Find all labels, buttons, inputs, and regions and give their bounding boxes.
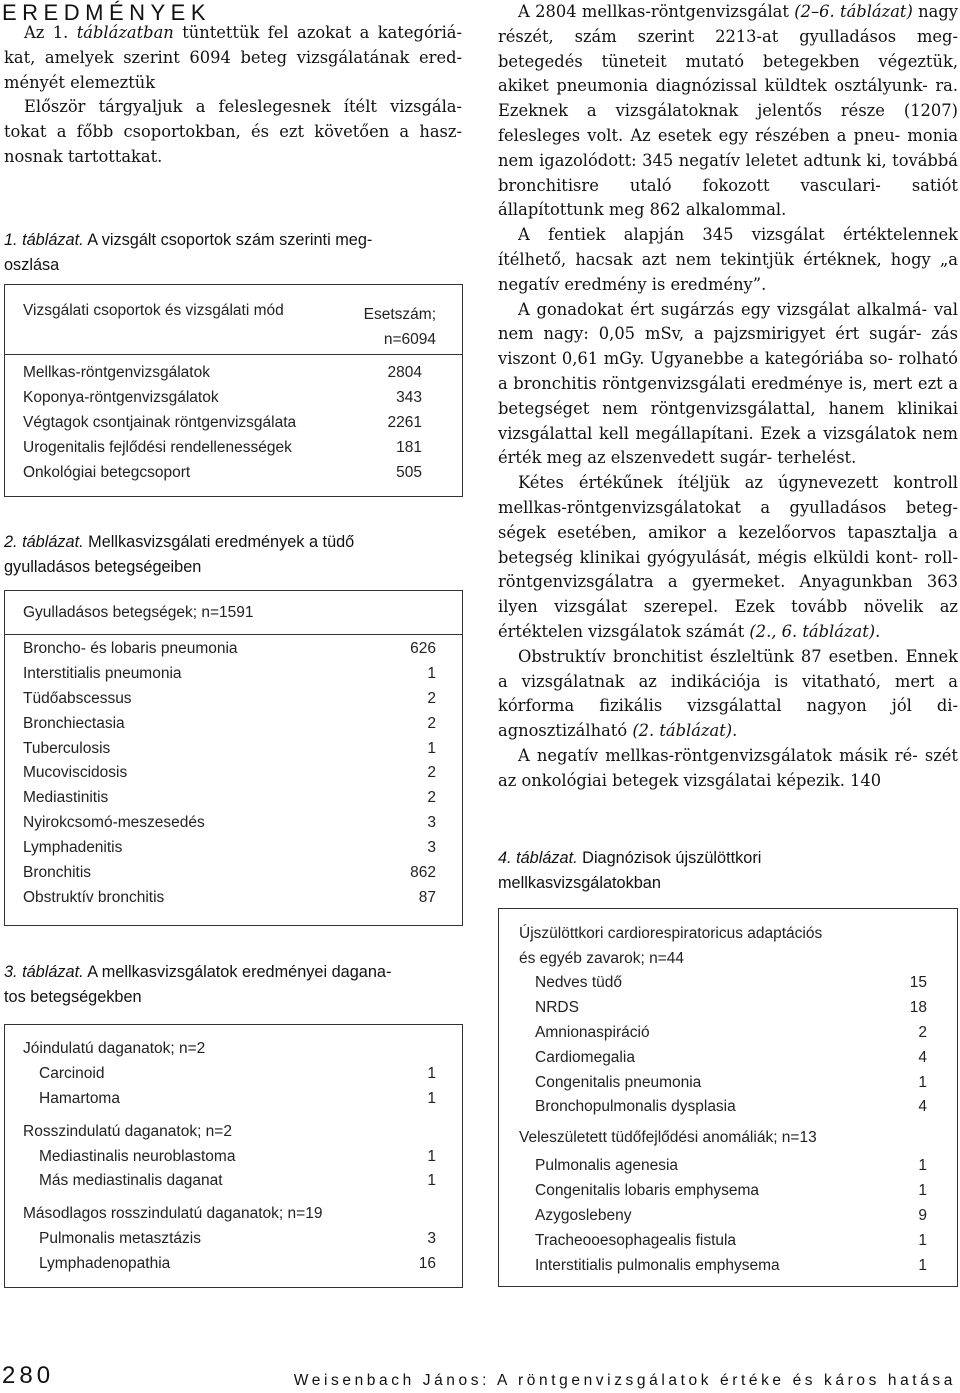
- table3-label: 3. táblázat.: [4, 963, 84, 981]
- table3-body: [23, 1037, 436, 1277]
- row-value: 2: [427, 764, 436, 782]
- row-label: Mucoviscidosis: [23, 764, 128, 782]
- text-line: A gonadokat ért sugárzás egy vizsgálat alkalmá-: [518, 299, 928, 319]
- row-value: 4: [918, 1098, 927, 1116]
- text-line: nosnak tartottakat.: [4, 146, 163, 166]
- text-segment: felesleges volt. Az esetek egy részében a pneu-: [498, 125, 901, 145]
- table4-row: [535, 1154, 927, 1179]
- row-label: Broncho- és lobaris pneumonia: [23, 640, 238, 657]
- italic-reference: (2., 6. táblázat): [749, 621, 876, 641]
- table3-row: [39, 1087, 436, 1112]
- table1-label: 1. táblázat.: [4, 231, 84, 249]
- row-label: Bronchopulmonalis dysplasia: [535, 1098, 736, 1116]
- text-segment: értéktelen vizsgálatok számát: [498, 621, 750, 641]
- row-label: Amnionaspiráció: [535, 1023, 650, 1041]
- row-label: Obstruktív bronchitis: [23, 888, 165, 906]
- table1-head-right: [364, 302, 436, 352]
- right-paragraph-6: [498, 744, 958, 794]
- table4-group1-head-line1: Újszülöttkori cardiorespiratoricus adaptációs: [519, 925, 823, 942]
- text-line: [4, 73, 155, 92]
- table2-label: 2. táblázat.: [4, 533, 84, 551]
- text-segment: Az 1.: [24, 23, 77, 42]
- section-title: EREDMÉNYEK: [2, 0, 212, 25]
- row-label: Congenitalis lobaris emphysema: [535, 1181, 760, 1199]
- table2-row: [23, 737, 436, 762]
- table3-caption-line2: tos betegségekben: [4, 987, 142, 1006]
- row-label: Más mediastinalis daganat: [39, 1172, 223, 1190]
- page-number: 280: [2, 1362, 55, 1389]
- row-value: 9: [918, 1206, 927, 1224]
- text-segment: betegség klinikai gyógyulását, mégis elküldi kont-: [498, 547, 918, 567]
- right-paragraph-3: [498, 298, 958, 472]
- row-value: 3: [427, 814, 436, 832]
- table3-group-body: [23, 1062, 436, 1112]
- text-line: hanem klinikai vizsgálattal kell megállapítani. Ezek: [498, 398, 958, 443]
- text-line: [498, 52, 958, 71]
- text-segment: 363 ilyen vizsgálat szerepel. Ezek tovább növelik az: [498, 572, 958, 617]
- text-segment: ményét elemeztük: [4, 72, 156, 92]
- text-line: [498, 548, 918, 567]
- table2-caption: [4, 530, 462, 580]
- table4-row: [535, 1254, 927, 1279]
- row-label: Azygoslebeny: [535, 1206, 632, 1224]
- row-value: 2804: [387, 364, 422, 381]
- text-segment: ki, továbbá bronchitisre utaló fokozott vasculari-: [498, 150, 958, 195]
- table4-group1-head: [519, 921, 822, 971]
- row-value: 2: [427, 789, 436, 807]
- intro-text: [4, 21, 462, 170]
- table3-group-body: [23, 1145, 436, 1195]
- row-label: Nedves tüdő: [535, 974, 623, 991]
- text-line: „a negatív eredmény is eredmény”.: [498, 249, 958, 294]
- text-segment: akiket pneumonia diagnózissal küldtek osztályunk-: [498, 76, 928, 96]
- row-value: 1: [427, 664, 436, 682]
- table1: [4, 284, 463, 497]
- text-segment: Ennek a vizsgálatnak az indikációja is vitatható,: [498, 646, 958, 691]
- intro-paragraph-2: [4, 95, 462, 169]
- row-label: Congenitalis pneumonia: [535, 1073, 702, 1091]
- row-value: 2: [427, 714, 436, 732]
- row-label: Tüdőabscessus: [23, 689, 132, 707]
- row-label: Koponya-röntgenvizsgálatok: [23, 388, 219, 406]
- right-paragraph-4: [498, 471, 958, 645]
- table2-row: [23, 836, 436, 861]
- running-title: Weisenbach János: A röntgenvizsgálatok értéke és káros hatása: [293, 1372, 956, 1389]
- text-line: a vizsgálatok nem érték meg az elszenvedett sugár-: [498, 423, 958, 468]
- text-segment: .: [732, 721, 738, 741]
- row-value: 1: [918, 1073, 927, 1091]
- row-value: 2: [427, 689, 436, 707]
- row-label: Urogenitalis fejlődési rendellenességek: [23, 438, 292, 456]
- row-label: Tuberculosis: [23, 739, 111, 757]
- text-line: tokat a főbb csoportokban, és ezt követően a hasz-: [4, 122, 462, 142]
- row-value: 1: [918, 1231, 927, 1249]
- text-line: ítélhető, hacsak azt nem tekintjük értéknek, hogy: [498, 249, 931, 269]
- row-label: Cardiomegalia: [535, 1048, 635, 1066]
- right-paragraph-5: [498, 645, 958, 744]
- row-value: 1: [427, 1172, 436, 1190]
- text-line: [498, 76, 928, 95]
- table4: [498, 908, 958, 1287]
- table4-row: [535, 1095, 927, 1120]
- row-label: NRDS: [535, 998, 579, 1016]
- row-value: 1: [918, 1157, 927, 1174]
- table1-row: [23, 461, 422, 486]
- table4-caption-line2: mellkasvizsgálatokban: [498, 873, 661, 892]
- table2-row: [23, 886, 436, 911]
- table2-row: [23, 786, 436, 811]
- text-line: is, mert ezt a betegséget nem röntgenvizsgálattal,: [498, 373, 958, 418]
- text-segment: roll-röntgenvizsgálatra a gyermeket. Anyagunkban: [498, 547, 958, 592]
- table2-row: [23, 687, 436, 712]
- text-line: [518, 2, 913, 21]
- table3-row: [39, 1062, 436, 1087]
- text-line: [498, 523, 958, 542]
- row-label: Lymphadenitis: [23, 839, 123, 857]
- row-value: 2261: [387, 413, 422, 431]
- row-value: 1: [427, 739, 436, 757]
- table4-row: [535, 1229, 927, 1254]
- table3-row: [39, 1169, 436, 1194]
- row-label: Nyirokcsomó-meszesedés: [23, 814, 205, 832]
- row-label: Mediastinalis neuroblastoma: [39, 1147, 236, 1165]
- row-value: 15: [909, 974, 927, 991]
- text-line: terhelést.: [777, 448, 857, 468]
- row-label: Interstitialis pneumonia: [23, 664, 182, 682]
- row-value: 18: [909, 998, 927, 1016]
- table3-caption: [4, 960, 462, 1010]
- text-segment: A 2804 mellkas-röntgenvizsgálat: [518, 2, 795, 21]
- row-label: Interstitialis pulmonalis emphysema: [535, 1256, 780, 1274]
- text-line: [498, 498, 958, 517]
- row-value: 87: [418, 888, 436, 906]
- text-segment: agnosztizálható: [498, 721, 633, 741]
- table3: [4, 1024, 463, 1288]
- row-label: Bronchitis: [23, 864, 92, 882]
- table4-caption: [498, 846, 938, 896]
- text-segment: kat, amelyek szerint 6094 beteg vizsgálatának ered-: [4, 47, 462, 67]
- table4-group1-head-line2: és egyéb zavarok; n=44: [519, 950, 685, 967]
- table1-caption-line1: A vizsgált csoportok szám szerinti meg-: [83, 231, 373, 249]
- table4-row: [535, 1204, 927, 1229]
- table3-caption-line1: A mellkasvizsgálatok eredményei dagana-: [83, 963, 392, 981]
- table1-body: [23, 361, 422, 485]
- row-value: 1: [427, 1147, 436, 1165]
- italic-reference: (2–6. táblázat): [794, 2, 913, 21]
- right-paragraph-2: [498, 223, 958, 297]
- italic-reference: (2. táblázat): [632, 721, 733, 741]
- text-segment: Kétes értékűnek ítéljük az úgynevezett kontroll: [518, 473, 958, 493]
- table4-row: [535, 1046, 927, 1071]
- row-value: 1: [427, 1064, 436, 1082]
- row-label: Mediastinitis: [23, 789, 109, 807]
- table2-row: [23, 811, 436, 836]
- text-segment: .: [875, 621, 881, 641]
- table1-head-right-2: n=6094: [383, 331, 436, 348]
- row-label: Végtagok csontjainak röntgenvizsgálata: [23, 413, 297, 431]
- text-line: Először tárgyaljuk a feleslegesnek ítélt vizsgála-: [24, 97, 462, 117]
- table4-group1-body: [535, 971, 927, 1120]
- text-line: [518, 647, 899, 666]
- row-value: 3: [427, 1230, 436, 1248]
- intro-paragraph-1: [4, 21, 462, 95]
- row-value: 4: [918, 1048, 927, 1066]
- text-segment: mellkas-röntgenvizsgálatokat a gyulladásos beteg-: [498, 497, 958, 517]
- text-line: [518, 473, 958, 492]
- row-value: 1: [918, 1256, 927, 1274]
- text-segment: betegedés tüneteit mutató betegekben végeztük,: [498, 51, 958, 71]
- table3-group-head: Jóindulatú daganatok; n=2: [23, 1040, 206, 1057]
- table1-row: [23, 386, 422, 411]
- table4-row: [535, 1179, 927, 1204]
- table3-group-body: [23, 1227, 436, 1277]
- table1-caption-line2: oszlása: [4, 255, 60, 274]
- text-line: [4, 48, 462, 67]
- text-segment: satiót állapítottunk meg 862 alkalommal.: [498, 175, 958, 220]
- table1-row: [23, 411, 422, 436]
- table2-row: [23, 761, 436, 786]
- table2-caption-line1: Mellkasvizsgálati eredmények a tüdő: [83, 533, 355, 551]
- text-segment: nagy részét, szám szerint 2213-at gyulladásos meg-: [498, 2, 958, 46]
- text-line: A fentiek alapján 345 vizsgálat értéktelennek: [518, 225, 958, 245]
- row-label: Carcinoid: [39, 1064, 105, 1082]
- row-label: Pulmonalis metasztázis: [39, 1230, 201, 1248]
- text-line: A negatív mellkas-röntgenvizsgálatok másik ré-: [518, 745, 918, 765]
- table4-row: [535, 996, 927, 1021]
- text-line: val nem nagy: 0,05 mSv, a pajzsmirigyet ért sugár-: [498, 299, 958, 344]
- table2-row: [23, 712, 436, 737]
- text-line: szét az onkológiai betegek vizsgálatai képezik. 140: [498, 745, 958, 790]
- table4-row: [535, 1071, 927, 1096]
- text-segment: Obstruktív bronchitist észleltünk 87 esetben.: [518, 646, 899, 666]
- row-value: 1: [427, 1089, 436, 1107]
- text-line: [24, 23, 462, 42]
- text-line: [498, 622, 880, 641]
- text-line: rolható a bronchitis röntgenvizsgálati eredménye: [498, 349, 958, 393]
- row-label: Onkológiai betegcsoport: [23, 463, 191, 481]
- text-segment: tüntettük fel azokat a kategóriá-: [173, 23, 462, 42]
- table4-caption-line1: Diagnózisok újszülöttkori: [577, 849, 762, 867]
- text-line: [498, 721, 737, 740]
- row-label: Bronchiectasia: [23, 714, 125, 732]
- table2-body: [23, 637, 436, 911]
- table1-head-left: Vizsgálati csoportok és vizsgálati mód: [23, 302, 284, 319]
- table4-group2-body: [535, 1154, 927, 1278]
- table3-group-head: Rosszindulatú daganatok; n=2: [23, 1122, 232, 1140]
- table2-row: [23, 861, 436, 886]
- row-value: 626: [410, 640, 436, 657]
- row-value: 3: [427, 839, 436, 857]
- text-segment: monia nem igazolódott: 345 negatív leletet adtunk: [498, 125, 958, 170]
- table4-group2-head: Veleszületett tüdőfejlődési anomáliák; n=13: [519, 1129, 817, 1146]
- table2-head: Gyulladásos betegségek; n=1591: [23, 604, 254, 621]
- table2-row: [23, 637, 436, 662]
- right-text: [498, 0, 958, 794]
- row-label: Hamartoma: [39, 1089, 120, 1107]
- table3-row: [39, 1145, 436, 1170]
- row-value: 181: [396, 438, 422, 456]
- table1-row: [23, 361, 422, 386]
- row-value: 16: [418, 1255, 436, 1273]
- text-line: zás viszont 0,61 mGy. Ugyanebbe a kategóriába so-: [498, 324, 958, 369]
- table2-caption-line2: gyulladásos betegségeiben: [4, 557, 202, 576]
- row-label: Mellkas-röntgenvizsgálatok: [23, 364, 210, 381]
- row-value: 862: [410, 864, 436, 882]
- row-label: Lymphadenopathia: [39, 1255, 171, 1273]
- text-line: [498, 126, 900, 145]
- right-paragraph-1: [498, 0, 958, 223]
- table1-caption: [4, 228, 462, 278]
- table4-row: [535, 1021, 927, 1046]
- text-segment: ségek esetében, amikor a kezelőorvos tapasztalja a: [498, 522, 958, 542]
- table2-row: [23, 662, 436, 687]
- table3-row: [39, 1252, 436, 1277]
- row-label: Tracheooesophagealis fistula: [535, 1231, 737, 1249]
- italic-reference: táblázatban: [76, 23, 174, 42]
- text-segment: mert a kórforma fizikális vizsgálattal nagyon jól di-: [498, 671, 958, 716]
- row-value: 343: [396, 388, 422, 406]
- text-segment: ra. Ezeknek a vizsgálatoknak jelentős része (1207): [498, 76, 958, 121]
- table4-row: [535, 971, 927, 996]
- table1-head-right-1: Esetszám;: [363, 306, 436, 323]
- table2: [4, 590, 463, 926]
- table1-row: [23, 436, 422, 461]
- row-value: 1: [918, 1181, 927, 1199]
- table3-row: [39, 1227, 436, 1252]
- row-label: Pulmonalis agenesia: [535, 1157, 679, 1174]
- row-value: 2: [918, 1023, 927, 1041]
- table4-label: 4. táblázat.: [498, 849, 578, 867]
- table3-group-head: Másodlagos rosszindulatú daganatok; n=19: [23, 1205, 323, 1223]
- row-value: 505: [396, 463, 422, 481]
